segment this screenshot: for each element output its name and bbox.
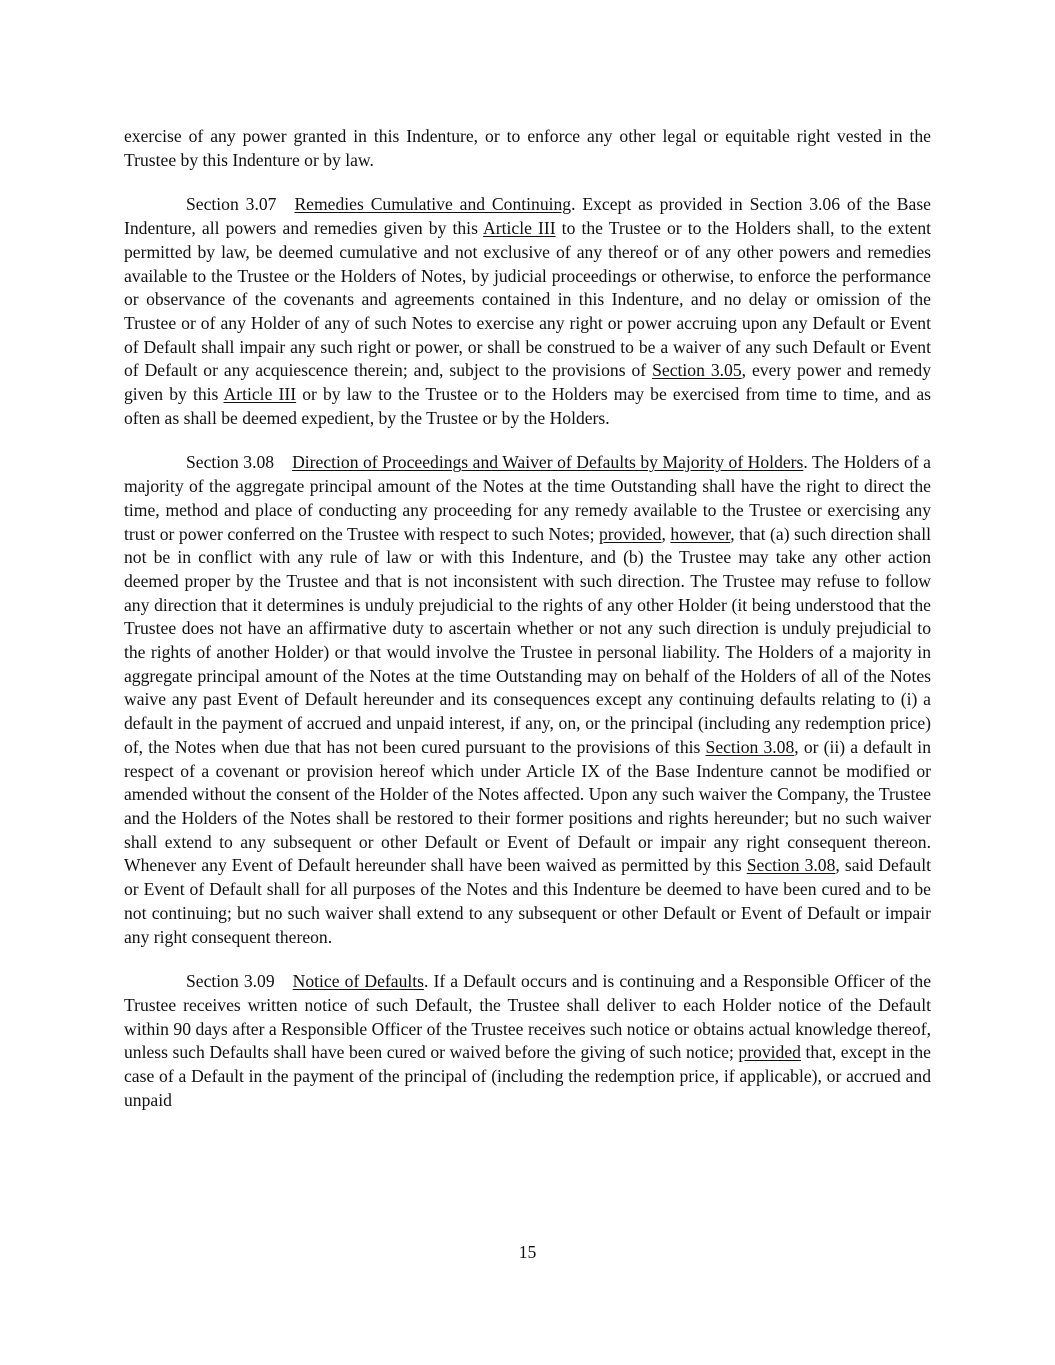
paragraph-text: . Except as provided in Section 3.06 of the Base Indenture, all powers and remedies given by this — [124, 194, 931, 239]
emphasis-term: however — [670, 523, 731, 544]
paragraph-text: , or (ii) a default in respect of a covenant or provision hereof which under Article IX of the Base Indenture cannot be modified or amended without the consent of the Holder of the Notes affected. Upon any such waiver the Company, the Trustee and the Holders of the Notes shall be restored to their former positions and rights hereunder; but no such waiver shall extend to any subsequent or other Default or Event of Default or impair any right consequent thereon. Whenever any Event of Default hereunder shall have been waived as permitted by this — [124, 736, 931, 876]
section-3-09 — [124, 970, 931, 1112]
paragraph-text: , — [661, 523, 671, 544]
cross-reference: Section 3.08 — [705, 736, 795, 757]
paragraph-text: to the Trustee or to the Holders shall, to the extent permitted by law, be deemed cumulative and not exclusive of any thereof or of any other powers and remedies available to the Trustee or the Holders of Notes, by judicial proceedings or otherwise, to enforce the performance or observance of the covenants and agreements contained in this Indenture, and no delay or omission of the Trustee or of any Holder of any of such Notes to exercise any right or power accruing upon any Default or Event of Default shall impair any such right or power, or shall be construed to be a waiver of any such Default or Event of Default or any acquiescence therein; and, subject to the provisions of — [124, 218, 931, 381]
cross-reference: Article III — [483, 218, 556, 239]
cross-reference: Article III — [223, 384, 297, 405]
emphasis-term: provided — [738, 1042, 801, 1063]
paragraph-text: or by law to the Trustee or to the Holders may be exercised from time to time, and as often as shall be deemed expedient, by the Trustee or by the Holders. — [124, 384, 931, 428]
section-3-08 — [124, 451, 931, 949]
section-heading: Remedies Cumulative and Continuing — [294, 194, 572, 215]
paragraph-text: that, except in the case of a Default in the payment of the principal of (including the redemption price, if applicable), or accrued and unpaid — [124, 1042, 931, 1110]
section-heading: Direction of Proceedings and Waiver of Defaults by Majority of Holders — [292, 452, 804, 473]
paragraph-text: , every power and remedy given by this — [124, 360, 931, 405]
section-number: Section 3.08 — [186, 452, 275, 473]
paragraph-text: . The Holders of a majority of the aggregate principal amount of the Notes at the time Outstanding shall have the right to direct the time, method and place of conducting any proceeding for any remedy available to the Trustee or exercising any trust or power conferred on the Trustee with respect to such Notes; — [124, 452, 931, 544]
paragraph-text: . If a Default occurs and is continuing and a Responsible Officer of the Trustee receives written notice of such Default, the Trustee shall deliver to each Holder notice of the Default within 90 days after a Responsible Officer of the Trustee receives such notice or obtains actual knowledge thereof, unless such Defaults shall have been cured or waived before the giving of such notice; — [124, 971, 931, 1063]
document-page — [124, 125, 931, 1133]
page-number: 15 — [518, 1242, 537, 1262]
section-3-07 — [124, 193, 931, 430]
paragraph-continuation — [124, 125, 931, 172]
emphasis-term: provided — [598, 523, 662, 544]
paragraph-text: exercise of any power granted in this Indenture, or to enforce any other legal or equitable right vested in the Trustee by this Indenture or by law. — [124, 126, 931, 170]
paragraph-text: , said Default or Event of Default shall for all purposes of the Notes and this Indenture be deemed to have been cured and to be not continuing; but no such waiver shall extend to any subsequent or other Default or Event of Default or impair any right consequent thereon. — [124, 855, 931, 947]
cross-reference: Section 3.05 — [652, 360, 742, 381]
section-number: Section 3.09 — [186, 971, 275, 992]
section-number: Section 3.07 — [186, 194, 277, 215]
paragraph-text: , that (a) such direction shall not be in conflict with any rule of law or with this Indenture, and (b) the Trustee may take any other action deemed proper by the Trustee and that is not inconsistent with such direction. The Trustee may refuse to follow any direction that it determines is unduly prejudicial to the rights of any other Holder (it being understood that the Trustee does not have an affirmative duty to ascertain whether or not any such direction is unduly prejudicial to the rights of another Holder) or that would involve the Trustee in personal liability. The Holders of a majority in aggregate principal amount of the Notes at the time Outstanding may on behalf of the Holders of all of the Notes waive any past Event of Default hereunder and its consequences except any continuing defaults relating to (i) a default in the payment of accrued and unpaid interest, if any, on, or the principal (including any redemption price) of, the Notes when due that has not been cured pursuant to the provisions of this — [124, 523, 932, 757]
cross-reference: Section 3.08 — [746, 855, 836, 876]
section-heading: Notice of Defaults — [292, 971, 424, 992]
